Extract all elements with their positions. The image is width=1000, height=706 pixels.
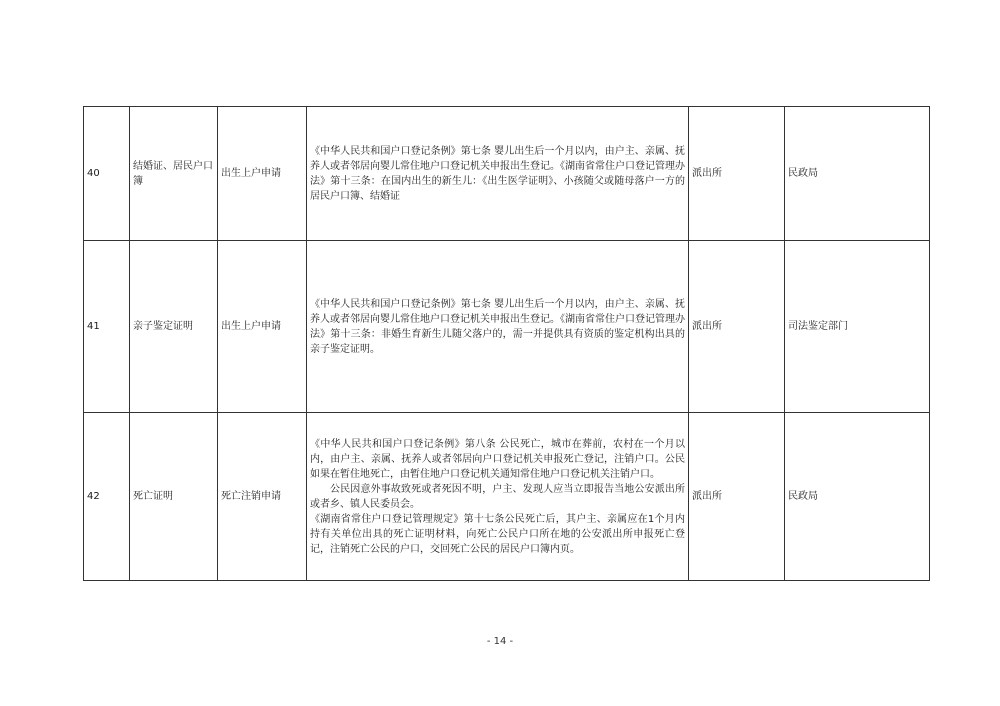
- row-number: 42: [84, 413, 130, 581]
- legal-basis: [307, 413, 689, 581]
- table-row: [84, 241, 930, 413]
- row-number: 41: [84, 241, 130, 413]
- row-number: 40: [84, 107, 130, 241]
- issuing-department: 民政局: [785, 413, 930, 581]
- table-row: [84, 107, 930, 241]
- legal-basis-paragraph: 公民因意外事故致死或者死因不明，户主、发现人应当立即报告当地公安派出所或者乡、镇人民委员会。: [310, 483, 685, 510]
- service-item: 死亡注销申请: [218, 413, 307, 581]
- handling-department: 派出所: [689, 107, 785, 241]
- legal-basis-paragraph: 《中华人民共和国户口登记条例》第八条 公民死亡，城市在葬前，农村在一个月以内，由户主、亲属、抚养人或者邻居向户口登记机关申报死亡登记，注销户口。公民如果在暂住地死亡，由暂住地户口登记机关通知常住地户口登记机关注销户口。: [310, 438, 685, 480]
- issuing-department: 司法鉴定部门: [785, 241, 930, 413]
- table-row: [84, 413, 930, 581]
- legal-basis-paragraph: 《湖南省常住户口登记管理规定》第十七条公民死亡后，其户主、亲属应在1个月内持有关单位出具的死亡证明材料，向死亡公民户口所在地的公安派出所申报死亡登记，注销死亡公民的户口，交回死亡公民的居民户口簿内页。: [310, 513, 685, 555]
- issuing-department: 民政局: [785, 107, 930, 241]
- legal-basis-paragraph: 《中华人民共和国户口登记条例》第七条 婴儿出生后一个月以内，由户主、亲属、抚养人或者邻居向婴儿常住地户口登记机关申报出生登记。《湖南省常住户口登记管理办法》第十三条：在国内出生的新生儿：《出生医学证明》、小孩随父或随母落户一方的居民户口簿、结婚证: [310, 145, 685, 202]
- material-name: 死亡证明: [130, 413, 218, 581]
- legal-basis: [307, 107, 689, 241]
- material-name: 亲子鉴定证明: [130, 241, 218, 413]
- handling-department: 派出所: [689, 413, 785, 581]
- service-item: 出生上户申请: [218, 107, 307, 241]
- material-name: 结婚证、居民户口簿: [130, 107, 218, 241]
- legal-basis-paragraph: 《中华人民共和国户口登记条例》第七条 婴儿出生后一个月以内，由户主、亲属、抚养人或者邻居向婴儿常住地户口登记机关申报出生登记。《湖南省常住户口登记管理办法》第十三条：非婚生育新生儿随父落户的，需一并提供具有资质的鉴定机构出具的亲子鉴定证明。: [310, 298, 685, 355]
- legal-basis: [307, 241, 689, 413]
- requirements-table: [83, 106, 930, 581]
- service-item: 出生上户申请: [218, 241, 307, 413]
- handling-department: 派出所: [689, 241, 785, 413]
- page-number: - 14 -: [486, 636, 514, 647]
